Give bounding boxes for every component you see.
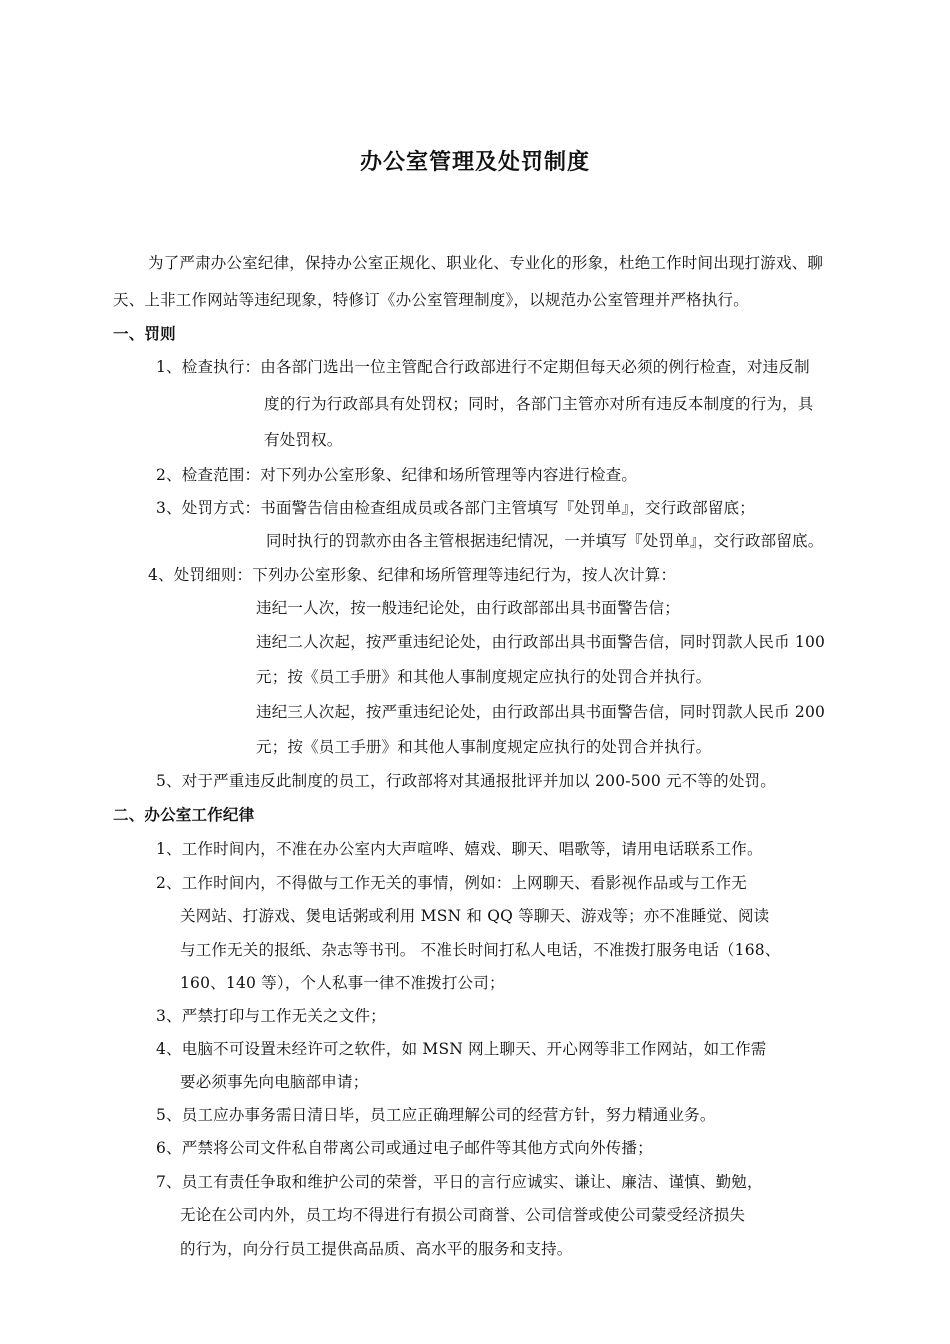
rule-line: 2、检查范围：对下列办公室形象、纪律和场所管理等内容进行检查。: [156, 466, 638, 484]
rule-line: 6、严禁将公司文件私自带离公司或通过电子邮件等其他方式向外传播；: [156, 1139, 653, 1157]
section-heading: 一、罚则: [113, 325, 176, 343]
rule-line: 7、员工有责任争取和维护公司的荣誉，平日的言行应诚实、谦让、廉洁、谨慎、勤勉，: [156, 1173, 763, 1191]
document-title: 办公室管理及处罚制度: [359, 150, 590, 175]
rule-line: 1、检查执行：由各部门选出一位主管配合行政部进行不定期但每天必须的例行检查，对违反制: [156, 358, 810, 376]
rule-line: 无论在公司内外，员工均不得进行有损公司商誉、公司信誉或使公司蒙受经济损失: [180, 1206, 746, 1224]
rule-line: 同时执行的罚款亦由各主管根据违纪情况，一并填写『处罚单』，交行政部留底。: [266, 532, 824, 550]
rule-line: 160、140 等），个人私事一律不准拨打公司；: [180, 974, 505, 992]
rule-line: 2、工作时间内，不得做与工作无关的事情，例如：上网聊天、看影视作品或与工作无: [156, 874, 747, 892]
section-heading: 二、办公室工作纪律: [113, 806, 255, 824]
rule-line: 4、处罚细则：下列办公室形象、纪律和场所管理等违纪行为，按人次计算：: [148, 566, 677, 584]
rule-line: 与工作无关的报纸、杂志等书刊。 不准长时间打私人电话，不准拨打服务电话（168、: [180, 941, 781, 959]
intro-line: 为了严肃办公室纪律，保持办公室正规化、职业化、专业化的形象，杜绝工作时间出现打游戏、聊: [148, 254, 824, 272]
rule-line: 5、对于严重违反此制度的员工，行政部将对其通报批评并加以 200-500 元不等的处罚。: [156, 772, 776, 790]
rule-line: 元；按《员工手册》和其他人事制度规定应执行的处罚合并执行。: [256, 668, 712, 686]
rule-line: 1、工作时间内，不准在办公室内大声喧哗、嬉戏、聊天、唱歌等，请用电话联系工作。: [156, 840, 763, 858]
rule-line: 要必须事先向电脑部申请；: [180, 1073, 369, 1091]
rule-line: 5、员工应办事务需日清日毕，员工应正确理解公司的经营方针，努力精通业务。: [156, 1106, 716, 1124]
rule-line: 有处罚权。: [264, 431, 343, 449]
rule-line: 度的行为行政部具有处罚权；同时，各部门主管亦对所有违反本制度的行为，具: [264, 395, 814, 413]
rule-line: 关网站、打游戏、煲电话粥或利用 MSN 和 QQ 等聊天、游戏等；亦不准睡觉、阅读: [180, 907, 770, 925]
rule-line: 违纪一人次，按一般违纪论处，由行政部部出具书面警告信；: [256, 599, 680, 617]
rule-line: 的行为，向分行员工提供高品质、高水平的服务和支持。: [180, 1240, 573, 1258]
rule-line: 4、电脑不可设置未经许可之软件，如 MSN 网上聊天、开心网等非工作网站，如工作需: [156, 1040, 767, 1058]
rule-line: 3、严禁打印与工作无关之文件；: [156, 1007, 386, 1025]
rule-line: 3、处罚方式：书面警告信由检查组成员或各部门主管填写『处罚单』，交行政部留底；: [156, 499, 755, 517]
rule-line: 违纪二人次起，按严重违纪论处，由行政部出具书面警告信，同时罚款人民币 100: [256, 633, 826, 651]
intro-line: 天、上非工作网站等违纪现象，特修订《办公室管理制度》，以规范办公室管理并严格执行。: [113, 291, 749, 309]
rule-line: 元；按《员工手册》和其他人事制度规定应执行的处罚合并执行。: [256, 738, 712, 756]
rule-line: 违纪三人次起，按严重违纪论处，由行政部出具书面警告信，同时罚款人民币 200: [256, 703, 826, 721]
